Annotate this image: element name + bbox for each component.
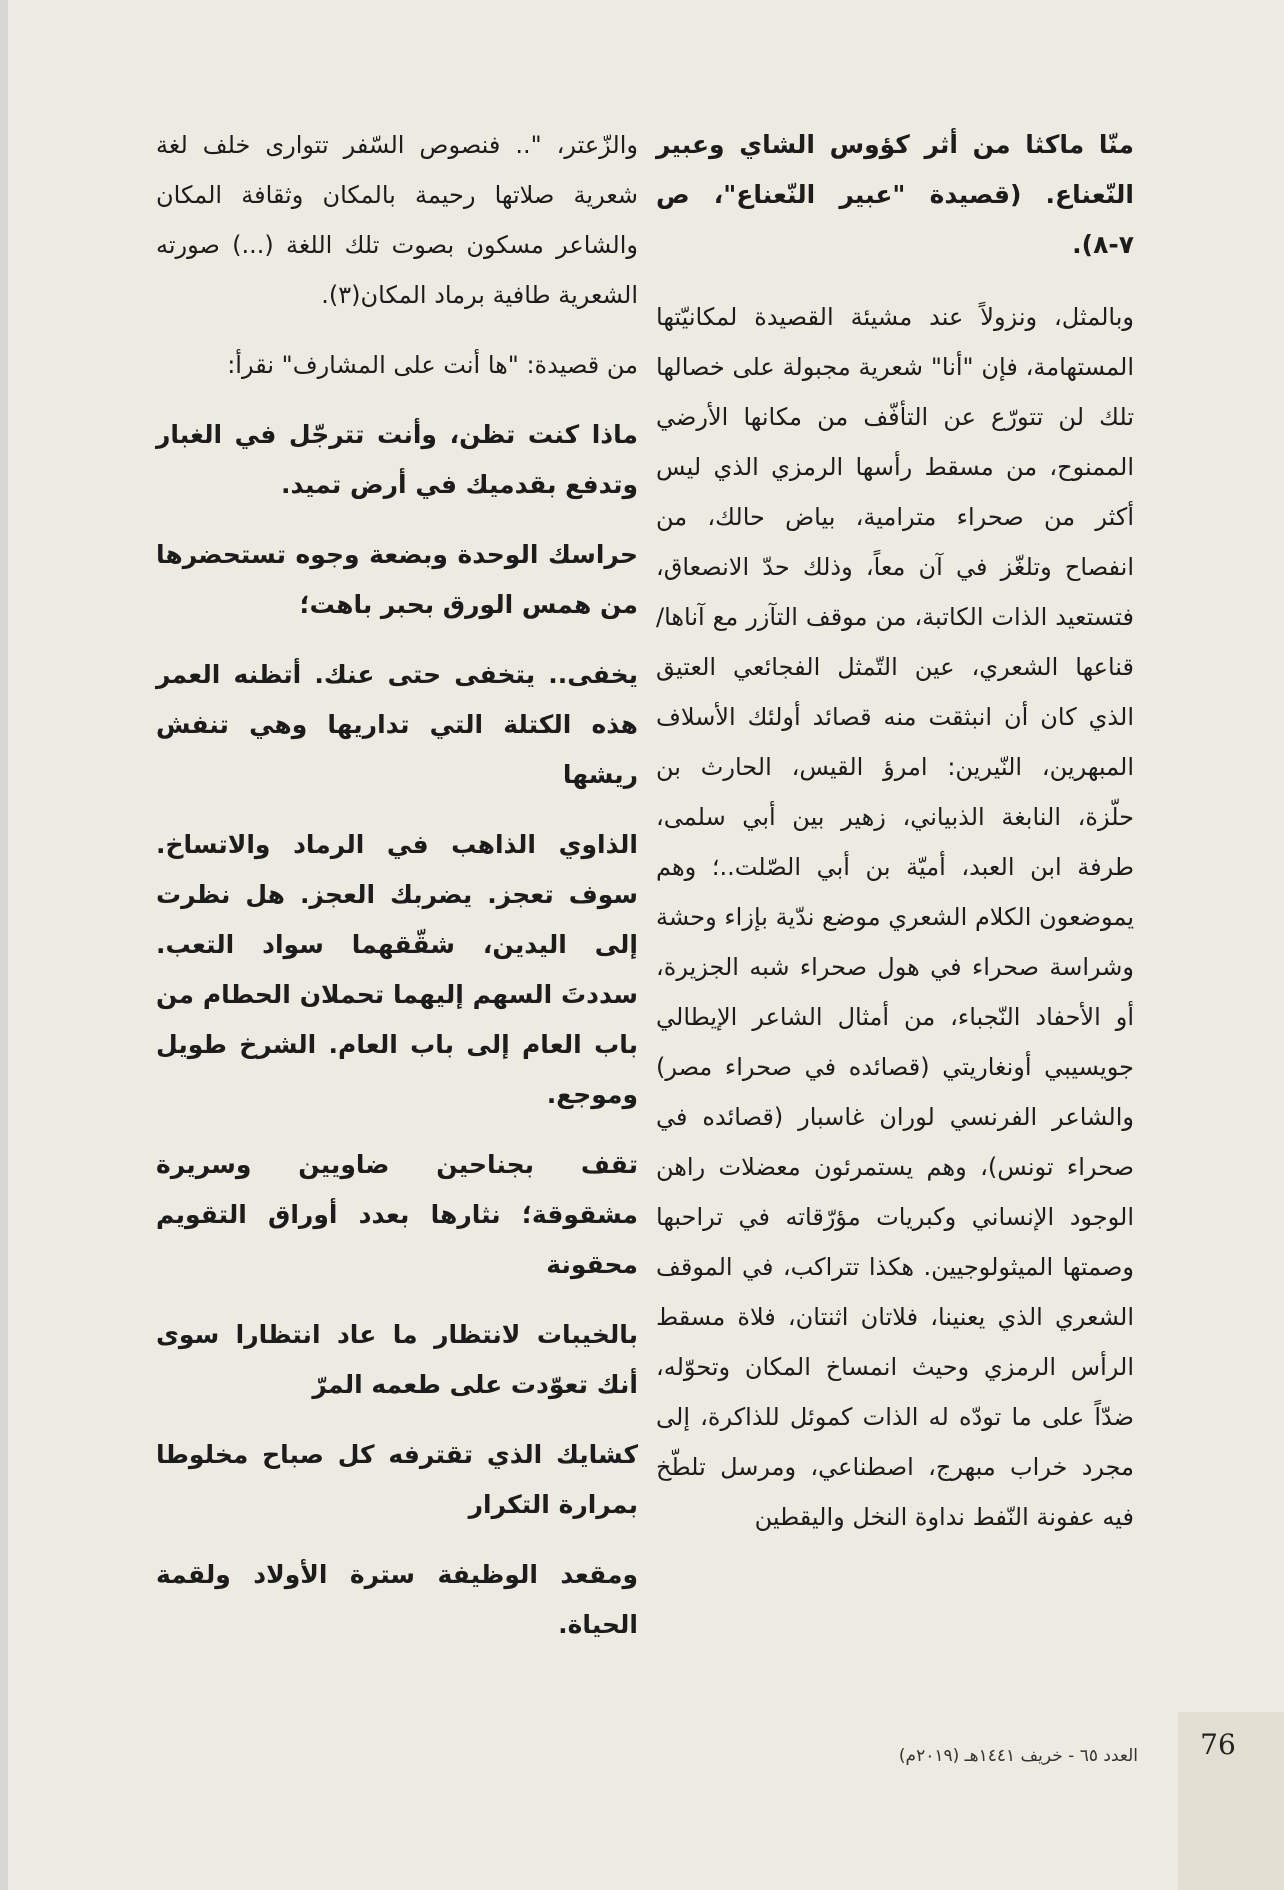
poem-stanza: الذاوي الذاهب في الرماد والاتساخ. سوف تعجز. يضربك العجز. هل نظرت إلى اليدين، شقّقهما سواد التعب. سددتَ السهم إليهما تحملان الحطام من باب العام إلى باب العام. الشرخ طويل وموجع.: [156, 830, 638, 1109]
poem-stanza: تقف بجناحين ضاويين وسريرة مشقوقة؛ نثارها بعدد أوراق التقويم محقونة: [156, 1150, 638, 1279]
poem-stanza: بالخيبات لانتظار ما عاد انتظارا سوى أنك تعوّدت على طعمه المرّ: [156, 1320, 638, 1399]
left-text-column: [156, 120, 638, 1670]
poem-stanza: كشايك الذي تقترفه كل صباح مخلوطا بمرارة التكرار: [156, 1440, 638, 1519]
body-paragraph: وبالمثل، ونزولاً عند مشيئة القصيدة لمكانيّتها المستهامة، فإن "أنا" شعرية مجبولة على خصالها تلك لن تتورّع عن التأفّف من مكانها الأرضي الممنوح، من مسقط رأسها الرمزي الذي ليس أكثر من صحراء مترامية، بياض حالك، من انفصاح وتلغّز في آن معاً، وذلك حدّ الانصعاق، فتستعيد الذات الكاتبة، من موقف التآزر مع آناها/ قناعها الشعري، عين التّمثل الفجائعي العتيق الذي كان أن انبثقت منه قصائد أولئك الأسلاف المبهرين، النّيرين: امرؤ القيس، الحارث بن حلّزة، النابغة الذبياني، زهير بين أبي سلمى، طرفة ابن العبد، أميّة بن أبي الصّلت..؛ وهم يموضعون الكلام الشعري موضع ندّية بإزاء وحشة وشراسة صحراء في هول صحراء شبه الجزيرة، أو الأحفاد النّجباء، من أمثال الشاعر الإيطالي جويسيبي أونغاريتي (قصائده في صحراء مصر) والشاعر الفرنسي لوران غاسبار (قصائده في صحراء تونس)، وهم يستمرئون معضلات راهن الوجود الإنساني وكبريات مؤرّقاته في تراحبها وصمتها الميثولوجيين. هكذا تتراكب، في الموقف الشعري الذي يعنينا، فلاتان اثنتان، فلاة مسقط الرأس الرمزي وحيث انمساخ المكان وتحوّله، ضدّاً على ما تودّه له الذات كموئل للذاكرة، إلى مجرد خراب مبهرج، اصطناعي، ومرسل تلطّخ فيه عفونة النّفط نداوة النخل واليقطين: [656, 303, 1134, 1531]
poem-stanza: يخفى.. يتخفى حتى عنك. أتظنه العمر هذه الكتلة التي تداريها وهي تنفش ريشها: [156, 660, 638, 789]
magazine-page: [8, 0, 1284, 1890]
issue-line: العدد ٦٥ - خريف ١٤٤١هـ (٢٠١٩م): [898, 1746, 1138, 1766]
poem-stanza: حراسك الوحدة وبضعة وجوه تستحضرها من همس الورق بحبر باهت؛: [156, 540, 638, 619]
quoted-poem-ending: منّا ماكثا من أثر كؤوس الشاي وعبير النّعناع. (قصيدة "عبير النّعناع"، ص ٧-٨).: [656, 130, 1134, 259]
page-number: 76: [1200, 1728, 1236, 1761]
right-text-column: [656, 120, 1134, 1562]
poem-stanza: ماذا كنت تظن، وأنت تترجّل في الغبار وتدفع بقدميك في أرض تميد.: [156, 420, 638, 499]
poem-stanza: ومقعد الوظيفة سترة الأولاد ولقمة الحياة.: [156, 1560, 638, 1639]
poem-intro: من قصيدة: "ها أنت على المشارف" نقرأ:: [227, 351, 638, 379]
body-paragraph: والزّعتر، ".. فنصوص السّفر تتوارى خلف لغة شعرية صلاتها رحيمة بالمكان وثقافة المكان والشاعر مسكون بصوت تلك اللغة (...) صورته الشعرية طافية برماد المكان(٣).: [156, 131, 638, 309]
